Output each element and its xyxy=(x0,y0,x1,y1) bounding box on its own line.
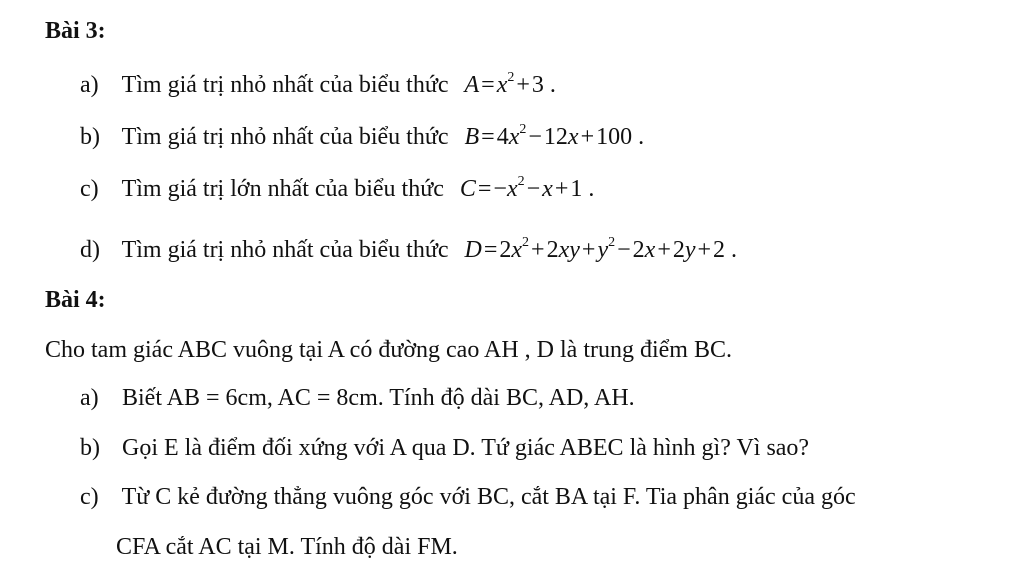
bai3-heading: Bài 3: xyxy=(45,18,106,44)
bai4-item-c-continuation: CFA cắt AC tại M. Tính độ dài FM. xyxy=(116,534,458,560)
item-text: Biết AB = 6cm, AC = 8cm. Tính độ dài BC, AD, AH. xyxy=(122,385,635,411)
item-label: d) xyxy=(80,237,100,263)
bai4-intro: Cho tam giác ABC vuông tại A có đường cao AH , D là trung điểm BC. xyxy=(45,337,732,363)
bai4-item-b xyxy=(80,435,809,462)
item-text: Từ C kẻ đường thẳng vuông góc với BC, cắt BA tại F. Tia phân giác của góc xyxy=(121,484,856,510)
item-text: Tìm giá trị lớn nhất của biểu thức xyxy=(121,176,444,202)
bai4-item-a xyxy=(80,385,635,412)
item-label: c) xyxy=(80,176,99,202)
item-text: Gọi E là điểm đối xứng với A qua D. Tứ giác ABEC là hình gì? Vì sao? xyxy=(122,435,810,461)
formula-a: A = $x^2$ + 3 . xyxy=(464,70,556,98)
bai3-item-b xyxy=(80,124,644,151)
item-label: b) xyxy=(80,124,100,150)
item-label: b) xyxy=(80,435,100,461)
item-label: c) xyxy=(80,484,99,510)
bai3-item-a xyxy=(80,72,556,99)
bai3-item-d xyxy=(80,237,737,264)
formula-b: B = $4x^2$ − 12x + 100 . xyxy=(464,122,645,150)
item-label: a) xyxy=(80,385,99,411)
bai3-item-c xyxy=(80,176,594,203)
item-text: Tìm giá trị nhỏ nhất của biểu thức xyxy=(121,124,449,150)
formula-c: C = $-x^2$ − x + 1 . xyxy=(459,174,595,202)
bai4-item-c xyxy=(80,484,856,511)
formula-d: D = $2x^2$ + 2xy + $y^2$ − 2x + 2y + 2 . xyxy=(464,235,738,263)
bai4-heading: Bài 4: xyxy=(45,287,106,313)
item-text: Tìm giá trị nhỏ nhất của biểu thức xyxy=(121,72,449,98)
item-label: a) xyxy=(80,72,99,98)
item-text: Tìm giá trị nhỏ nhất của biểu thức xyxy=(121,237,449,263)
